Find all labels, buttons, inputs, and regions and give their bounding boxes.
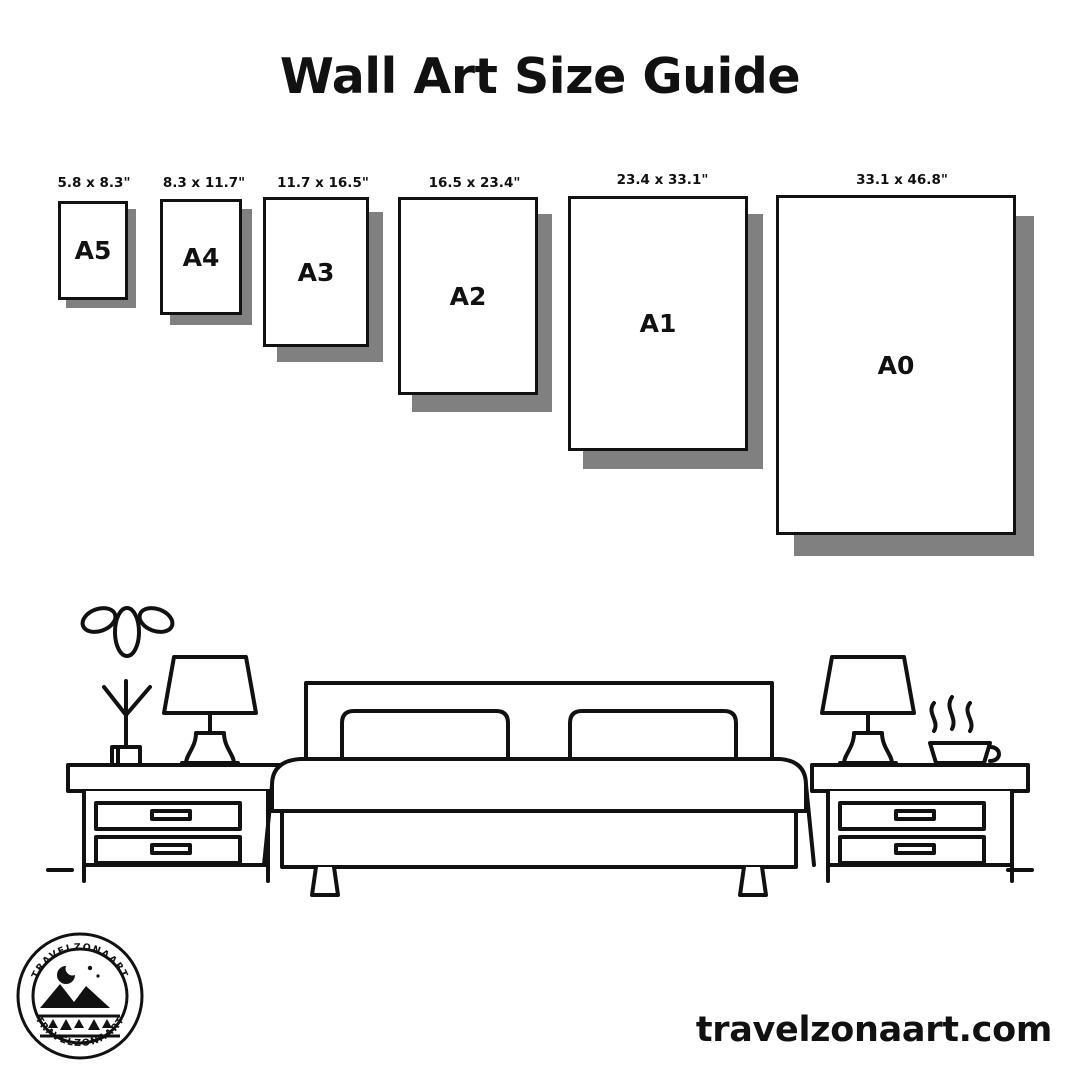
logo-bottom-text: TRAVELZONAART (32, 1014, 128, 1050)
nightstand-left (68, 765, 284, 881)
frame-dimension-a3: 11.7 x 16.5" (277, 175, 369, 191)
frame-a2[interactable] (398, 197, 538, 395)
frame-label-a0: A0 (877, 350, 915, 380)
frame-dimension-a2: 16.5 x 23.4" (428, 175, 521, 191)
website-url[interactable]: travelzonaart.com (695, 1010, 1052, 1050)
table-lamp-left (164, 657, 256, 763)
frame-label-a2: A2 (449, 281, 487, 311)
frame-label-a5: A5 (74, 236, 112, 265)
frame-dimension-a5: 5.8 x 8.3" (57, 175, 131, 191)
frame-a3[interactable] (263, 197, 369, 347)
frame-a1[interactable] (568, 196, 748, 451)
bed (264, 683, 814, 895)
frame-dimension-a4: 8.3 x 11.7" (162, 175, 246, 191)
plant-vase (79, 604, 175, 780)
coffee-cup (924, 697, 999, 765)
page-title: Wall Art Size Guide (279, 48, 801, 105)
frame-label-a3: A3 (297, 257, 335, 287)
table-lamp-right (822, 657, 914, 763)
logo-top-text: TRAVELZONAART (29, 941, 131, 981)
bedroom-illustration (0, 565, 1080, 925)
frame-a0[interactable] (776, 195, 1016, 535)
frame-a5[interactable] (58, 201, 128, 300)
frame-label-a4: A4 (182, 242, 220, 272)
frame-a4[interactable] (160, 199, 242, 315)
frame-dimension-a0: 33.1 x 46.8" (856, 172, 948, 188)
frame-label-a1: A1 (639, 309, 677, 338)
frame-dimension-a1: 23.4 x 33.1" (616, 172, 709, 188)
nightstand-right (812, 765, 1028, 881)
brand-logo[interactable] (14, 930, 146, 1062)
